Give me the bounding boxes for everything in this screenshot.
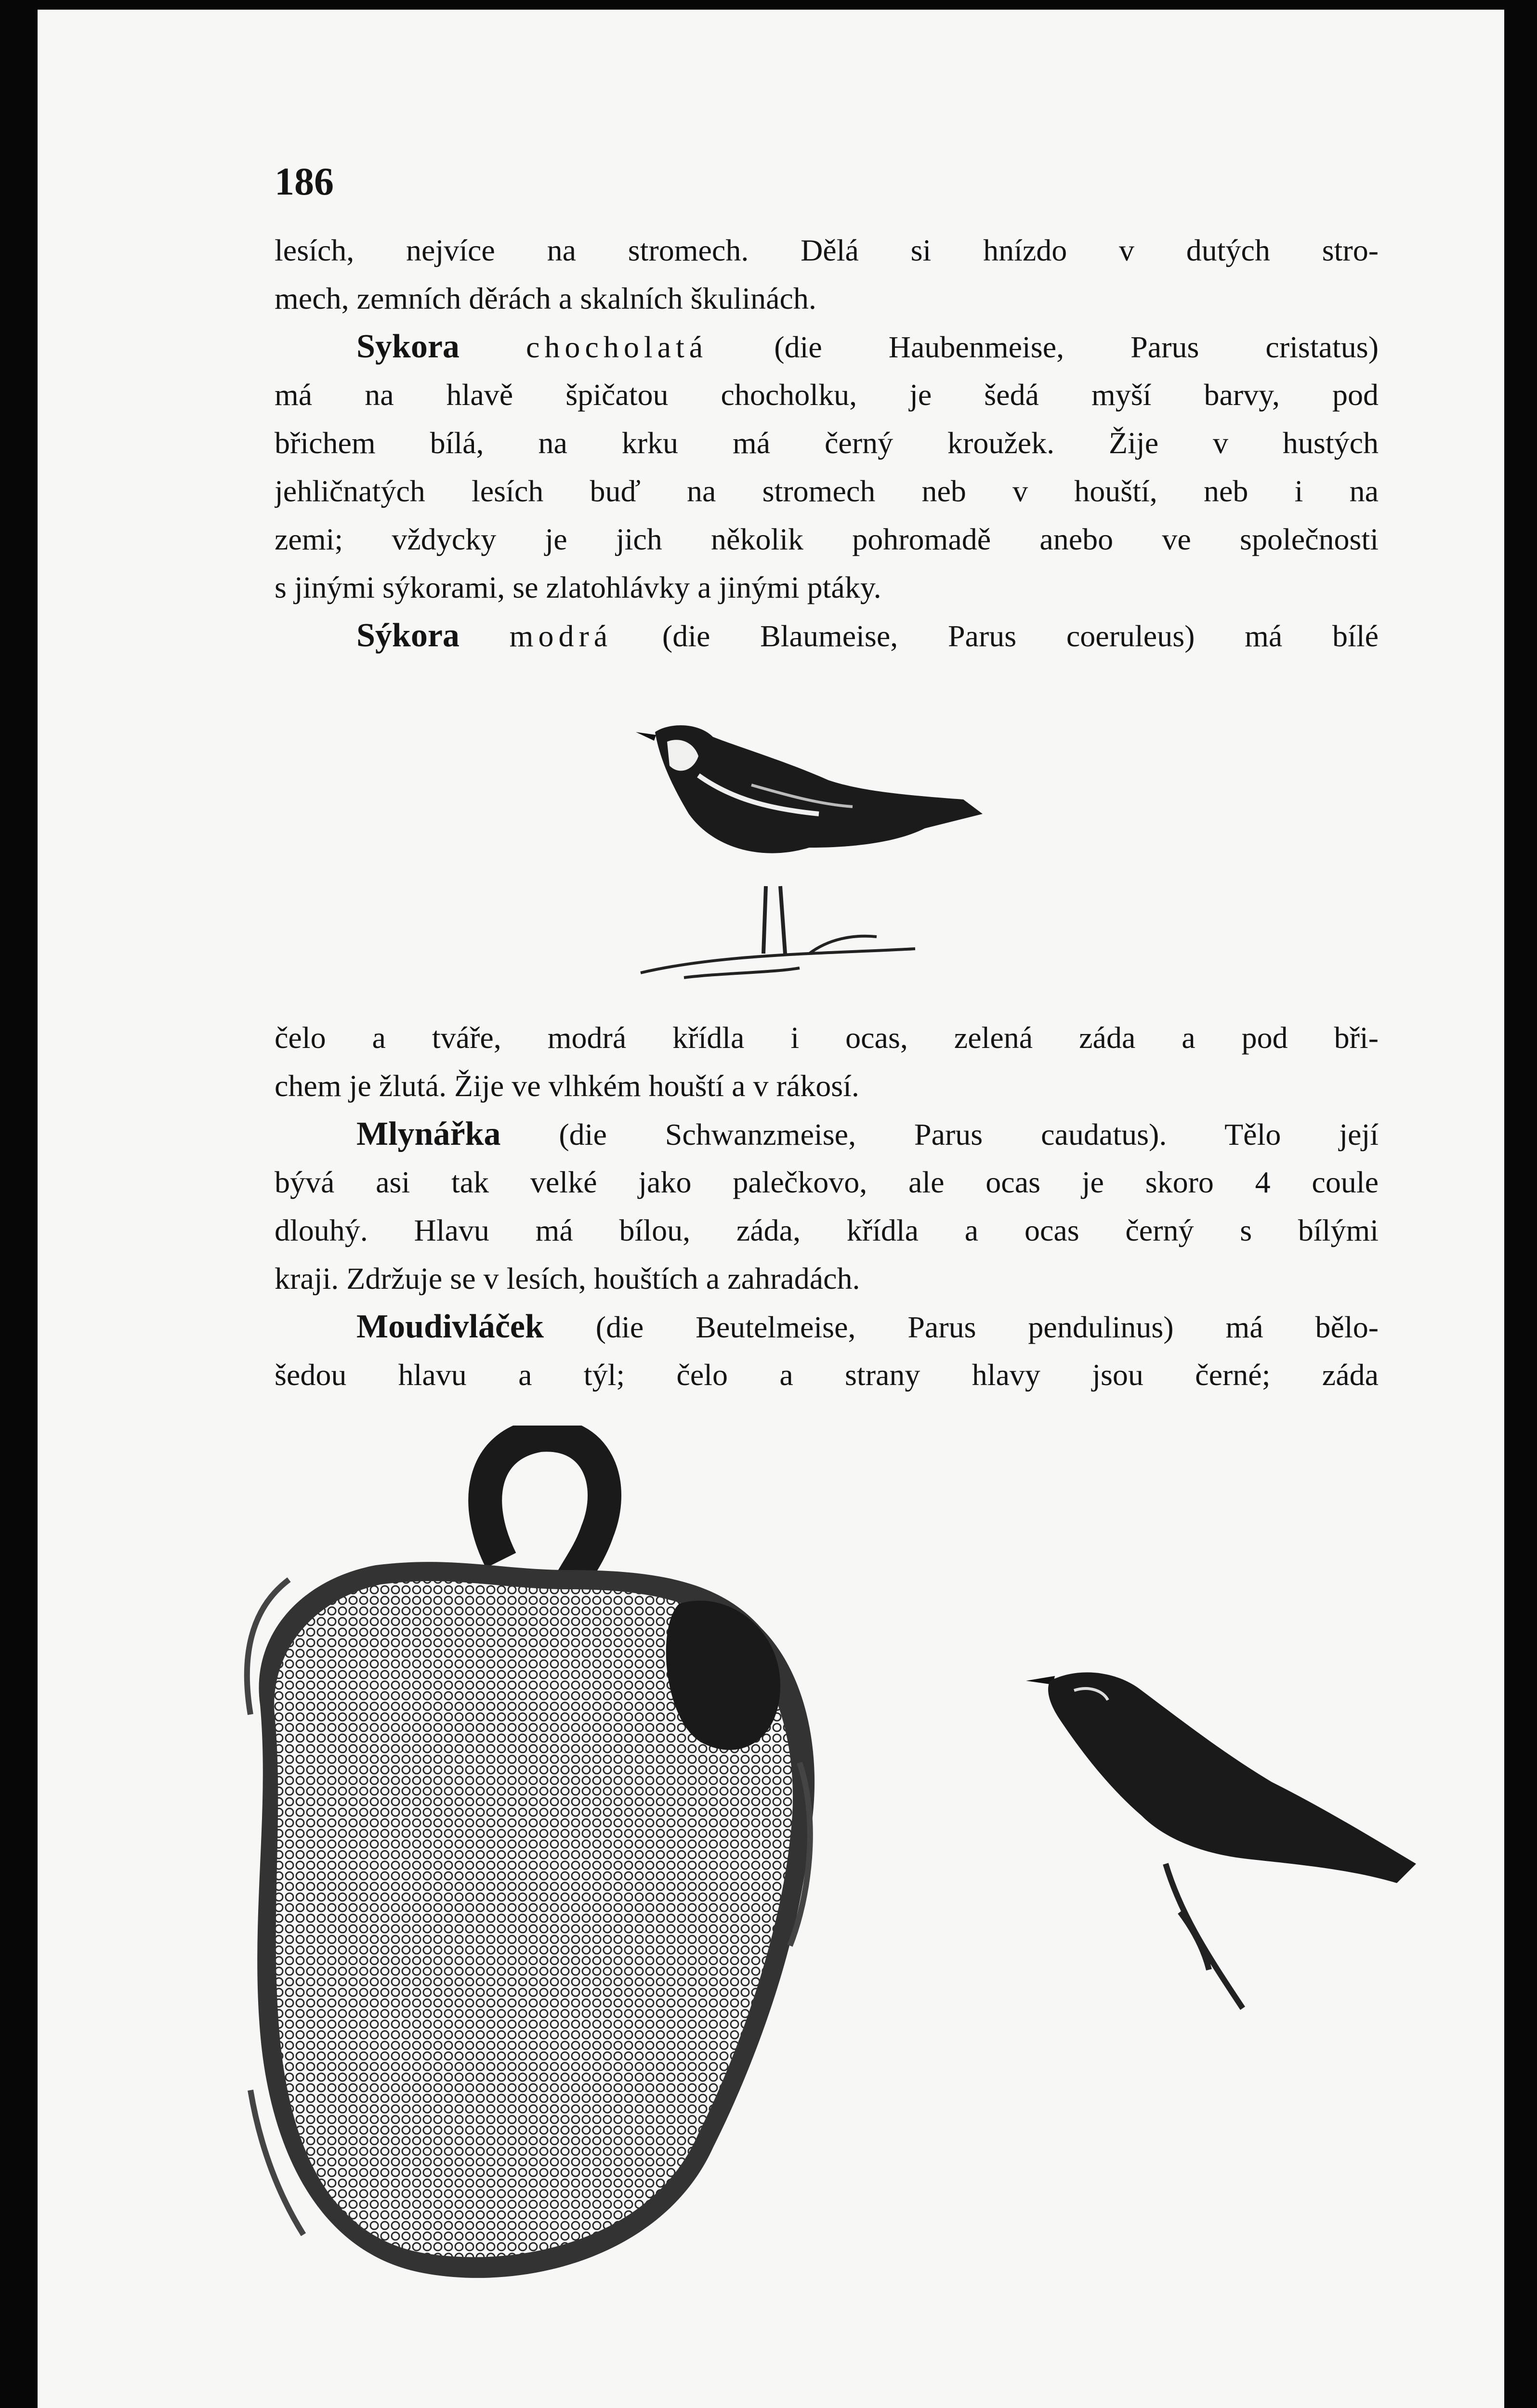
text-line: lesích, nejvíce na stromech. Dělá si hnízdo v dutých stro- — [275, 233, 1379, 267]
text-line: zemi; vždycky je jich několik pohromadě anebo ve společnosti — [275, 522, 1379, 556]
species-latin: (die Beutelmeise, Parus pendulinus) má bělo- — [595, 1310, 1379, 1344]
text-line: chem je žlutá. Žije ve vlhkém houští a v rákosí. — [275, 1069, 859, 1103]
pendant-nest-icon — [247, 1435, 814, 2278]
perched-bird-icon — [1026, 1673, 1416, 2008]
text-line: šedou hlavu a týl; čelo a strany hlavy jsou černé; záda — [275, 1358, 1379, 1392]
text-line: s jinými sýkorami, se zlatohlávky a jinými ptáky. — [275, 570, 881, 604]
text-line: jehličnatých lesích buď na stromech neb v houští, neb i na — [275, 474, 1379, 508]
species-name: Sýkora — [356, 617, 460, 654]
text-line: bývá asi tak velké jako palečkovo, ale ocas je skoro 4 coule — [275, 1165, 1379, 1199]
species-latin: (die Haubenmeise, Parus cristatus) — [774, 330, 1379, 364]
text-line: má na hlavě špičatou chocholku, je šedá myší barvy, pod — [275, 378, 1379, 412]
nest-illustration — [231, 1426, 1012, 2321]
species-latin: (die Blaumeise, Parus coeruleus) má bílé — [662, 619, 1379, 653]
text-line — [275, 1110, 1379, 1158]
species-epithet: chocholatá — [526, 330, 708, 364]
text-line: čelo a tváře, modrá křídla i ocas, zelená záda a pod bři- — [275, 1021, 1379, 1055]
bird-on-branch-icon — [636, 725, 983, 978]
perched-bird-illustration — [1021, 1662, 1426, 2028]
species-name: Sykora — [356, 328, 460, 365]
text-line — [275, 1303, 1379, 1351]
text-line: dlouhý. Hlavu má bílou, záda, křídla a ocas černý s bílými — [275, 1213, 1379, 1247]
text-line: mech, zemních děrách a skalních škulinách. — [275, 281, 816, 315]
species-epithet: modrá — [509, 619, 613, 653]
text-line — [275, 323, 1379, 371]
text-line: kraji. Zdržuje se v lesích, houštích a zahradách. — [275, 1261, 860, 1296]
species-name: Moudivláček — [356, 1308, 544, 1345]
text-line: břichem bílá, na krku má černý kroužek. Žije v hustých — [275, 426, 1379, 460]
titmouse-illustration — [626, 703, 1031, 1011]
text-line — [275, 612, 1379, 660]
species-name: Mlynářka — [356, 1115, 501, 1152]
page-number: 186 — [275, 159, 334, 203]
species-latin: (die Schwanzmeise, Parus caudatus). Tělo její — [559, 1117, 1379, 1152]
